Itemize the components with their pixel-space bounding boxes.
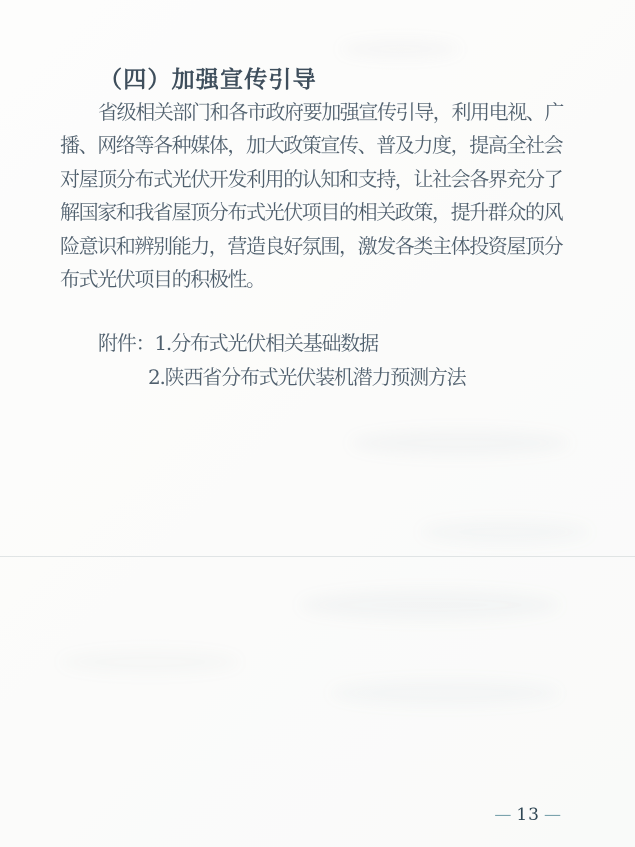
scan-smudge (300, 590, 560, 620)
attachment-item-1: 附件：1.分布式光伏相关基础数据 (98, 331, 378, 355)
body-paragraph (60, 96, 563, 296)
attachments-list (98, 327, 465, 394)
scan-smudge (330, 680, 560, 706)
paragraph-line: 省级相关部门和各市政府要加强宣传引导，利用电视、广 (98, 100, 563, 124)
scan-artifact-line (0, 556, 635, 557)
scan-smudge (350, 430, 570, 456)
page-number-value: 13 (516, 805, 540, 825)
attachment-item-2: 2.陕西省分布式光伏装机潜力预测方法 (148, 364, 466, 389)
page-number (494, 805, 562, 825)
scan-smudge (60, 650, 240, 674)
page-number-dash-right: — (544, 805, 562, 825)
section-heading: （四）加强宣传引导 (99, 66, 317, 93)
scan-smudge (420, 520, 590, 544)
page-number-dash-left: — (494, 805, 513, 825)
paragraph-line: 对屋顶分布式光伏开发利用的认知和支持，让社会各界充分了 (60, 166, 563, 191)
paragraph-line: 险意识和辨别能力，营造良好氛围，激发各类主体投资屋顶分 (60, 233, 563, 258)
paragraph-line: 布式光伏项目的积极性。 (60, 267, 265, 292)
scan-smudge (340, 40, 460, 58)
paragraph-line: 解国家和我省屋顶分布式光伏项目的相关政策，提升群众的风 (60, 200, 563, 225)
paragraph-line: 播、网络等各种媒体，加大政策宣传、普及力度，提高全社会 (60, 133, 563, 158)
